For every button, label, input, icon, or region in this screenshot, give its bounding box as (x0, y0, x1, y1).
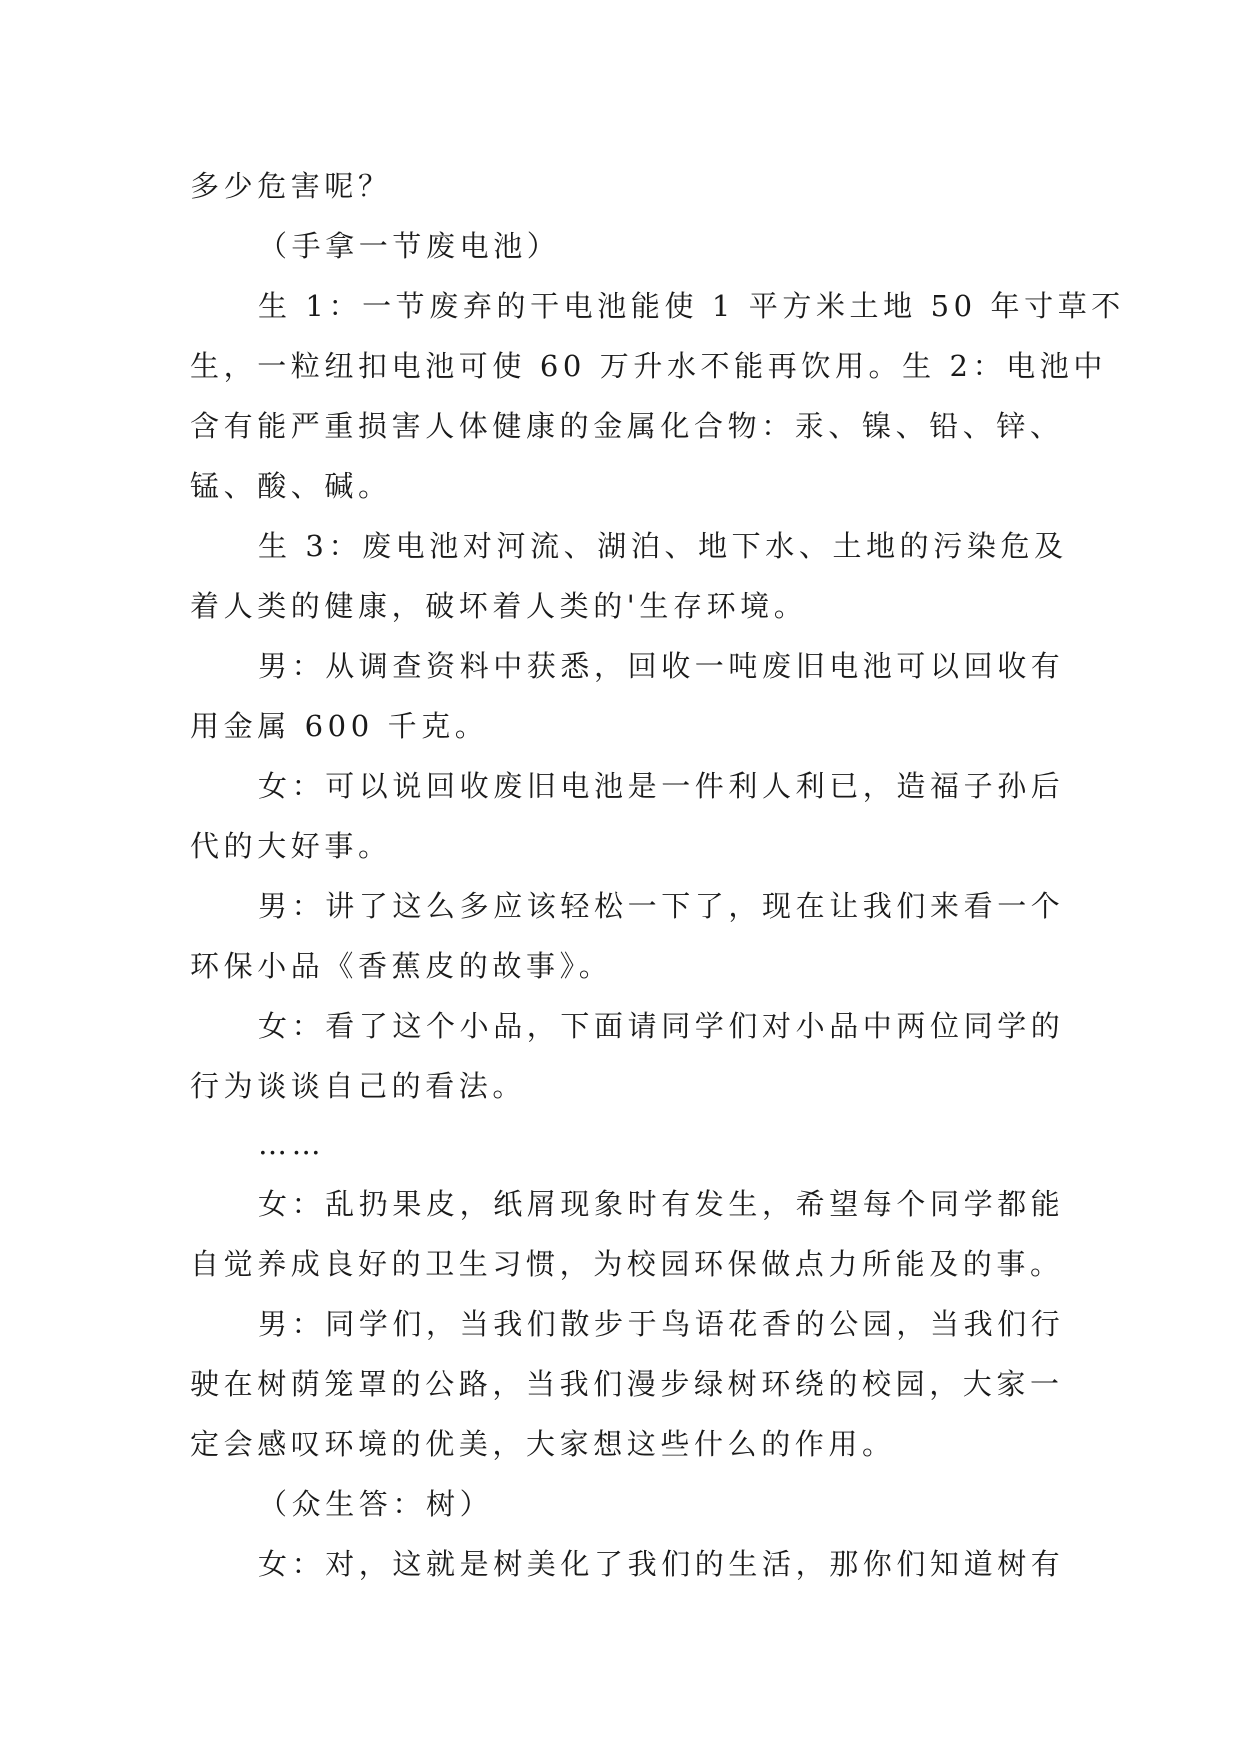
text-line: 女：可以说回收废旧电池是一件利人利已，造福子孙后 (258, 769, 1065, 803)
text-line: 女：看了这个小品，下面请同学们对小品中两位同学的 (258, 1009, 1065, 1043)
text-line: 男：同学们，当我们散步于鸟语花香的公园，当我们行 (258, 1307, 1065, 1341)
text-line: 驶在树荫笼罩的公路，当我们漫步绿树环绕的校园，大家一 (190, 1367, 1064, 1401)
text-line: 多少危害呢？ (190, 169, 392, 203)
text-line: 行为谈谈自己的看法。 (190, 1069, 527, 1103)
text-line: 代的大好事。 (190, 829, 392, 863)
text-line: 环保小品《香蕉皮的故事》。 (190, 949, 613, 983)
text-line: 用金属 600 千克。 (190, 709, 489, 743)
text-line: 锰、酸、碱。 (190, 469, 392, 503)
text-line: 生 1：一节废弃的干电池能使 1 平方米土地 50 年寸草不 (258, 289, 1125, 323)
text-line: 着人类的健康，破坏着人类的'生存环境。 (190, 589, 808, 623)
text-line: 定会感叹环境的优美，大家想这些什么的作用。 (190, 1427, 896, 1461)
text-line: 女：对，这就是树美化了我们的生活，那你们知道树有 (258, 1547, 1065, 1581)
text-line: 男：讲了这么多应该轻松一下了，现在让我们来看一个 (258, 889, 1065, 923)
text-line: 生 3：废电池对河流、湖泊、地下水、土地的污染危及 (258, 529, 1068, 563)
text-line: 生，一粒纽扣电池可使 60 万升水不能再饮用。生 2：电池中 (190, 349, 1108, 383)
text-line: 女：乱扔果皮，纸屑现象时有发生，希望每个同学都能 (258, 1187, 1065, 1221)
text-line: （手拿一节废电池） (258, 229, 561, 263)
text-line: 自觉养成良好的卫生习惯，为校园环保做点力所能及的事。 (190, 1247, 1064, 1281)
text-line: 男：从调查资料中获悉，回收一吨废旧电池可以回收有 (258, 649, 1065, 683)
text-line: …… (258, 1127, 326, 1161)
text-line: 含有能严重损害人体健康的金属化合物：汞、镍、铅、锌、 (190, 409, 1064, 443)
text-line: （众生答：树） (258, 1487, 494, 1521)
